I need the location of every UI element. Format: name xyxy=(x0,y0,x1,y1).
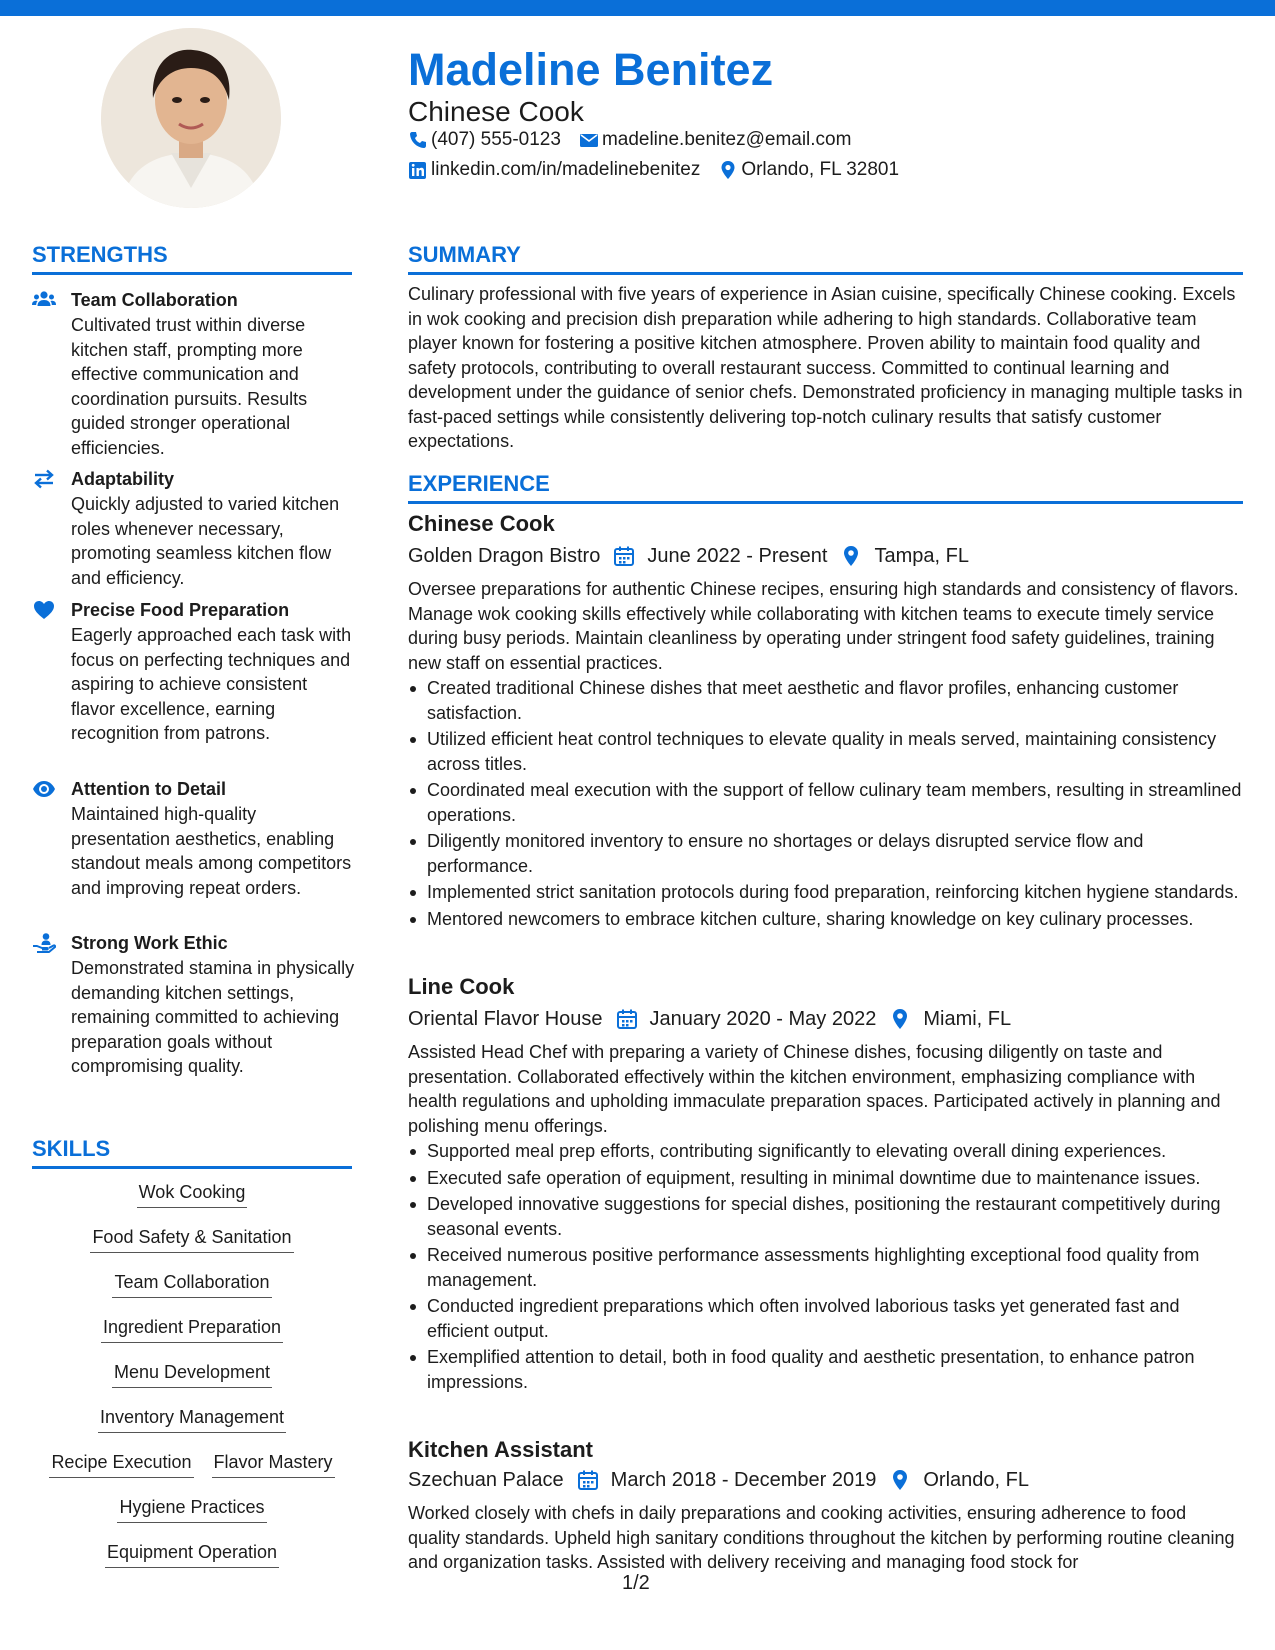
email-text[interactable]: madeline.benitez@email.com xyxy=(601,129,852,150)
strength-desc: Maintained high-quality presentation aesthetics, enabling standout meals among competitors and improving repeat orders. xyxy=(71,804,352,898)
skill-tag: Flavor Mastery xyxy=(212,1450,335,1478)
strength-desc: Demonstrated stamina in physically demanding kitchen settings, remaining committed to achieving preparation goals without compromising quality. xyxy=(71,958,355,1076)
strengths-divider xyxy=(32,272,352,275)
page-number: 1/2 xyxy=(622,1572,650,1594)
users-icon xyxy=(32,289,56,311)
linkedin-icon xyxy=(408,160,428,180)
skill-tag: Recipe Execution xyxy=(49,1450,193,1478)
job-dates: January 2020 - May 2022 xyxy=(649,1008,877,1030)
job-bullet: Diligently monitored inventory to ensure no shortages or delays disrupted service flow and performance. xyxy=(408,829,1243,878)
skills-divider xyxy=(32,1166,352,1169)
email-icon xyxy=(579,130,599,150)
skill-tag: Inventory Management xyxy=(98,1405,286,1433)
candidate-name: Madeline Benitez xyxy=(408,44,774,95)
job-location: Tampa, FL xyxy=(874,545,969,567)
job-description: Oversee preparations for authentic Chinese recipes, ensuring high standards and consistency of flavors. Manage wok cooking skills effectively while collaborating with kitchen teams to execute timely service during busy periods. Maintain cleanliness by operating under stringent food safety guidelines, training new staff on essential practices. xyxy=(408,579,1239,673)
skill-row xyxy=(32,1270,352,1315)
candidate-role: Chinese Cook xyxy=(408,96,584,127)
job-company: Oriental Flavor House xyxy=(408,1008,603,1030)
profile-photo xyxy=(101,28,281,208)
summary-text: Culinary professional with five years of experience in Asian cuisine, specifically Chinese cooking. Excels in wok cooking and precision dish preparation while adhering to high standards. Collaborative team player known for fostering a positive kitchen atmosphere. Proven ability to maintain food quality and safety protocols, contributing to overall restaurant success. Committed to continual learning and development under the guidance of senior chefs. Demonstrated proficiency in managing multiple tasks in fast-paced settings while consistently delivering top-notch culinary results that satisfy customer expectations. xyxy=(408,284,1243,451)
skill-tag: Hygiene Practices xyxy=(117,1495,266,1523)
job-meta xyxy=(408,1006,1011,1032)
job-title: Kitchen Assistant xyxy=(408,1437,594,1462)
skill-tag: Food Safety & Sanitation xyxy=(90,1225,293,1253)
job-location: Orlando, FL xyxy=(923,1469,1029,1491)
skills-heading: SKILLS xyxy=(32,1136,111,1161)
job-location: Miami, FL xyxy=(923,1008,1012,1030)
hand-user-icon xyxy=(32,932,56,954)
location-pin-icon xyxy=(889,1469,911,1491)
calendar-icon xyxy=(616,1008,638,1030)
job-bullets xyxy=(408,676,1243,933)
job-bullet: Received numerous positive performance assessments highlighting exceptional food quality from management. xyxy=(408,1243,1243,1292)
job-title: Line Cook xyxy=(408,974,515,999)
calendar-icon xyxy=(577,1469,599,1491)
job-dates: June 2022 - Present xyxy=(647,545,828,567)
job-bullet: Implemented strict sanitation protocols during food preparation, reinforcing kitchen hygiene standards. xyxy=(408,880,1243,905)
skill-row xyxy=(32,1360,352,1405)
summary-heading: SUMMARY xyxy=(408,242,521,267)
skill-row xyxy=(32,1495,352,1540)
strength-desc: Quickly adjusted to varied kitchen roles whenever necessary, promoting seamless kitchen flow and efficiency. xyxy=(71,494,340,588)
location-text: Orlando, FL 32801 xyxy=(741,159,900,180)
strength-desc: Eagerly approached each task with focus on perfecting techniques and aspiring to achieve consistent flavor excellence, earning recognition from patrons. xyxy=(71,625,352,743)
job-description: Assisted Head Chef with preparing a variety of Chinese dishes, focusing diligently on taste and presentation. Collaborated effectively within the kitchen environment, emphasizing compliance with health regulations and upholding immaculate preparation spaces. Participated actively in planning and polishing menu offerings. xyxy=(408,1042,1221,1136)
contact-row-1 xyxy=(408,127,851,153)
skill-tag: Equipment Operation xyxy=(105,1540,279,1568)
job-bullet: Utilized efficient heat control techniques to elevate quality in meals served, maintaining consistency across titles. xyxy=(408,727,1243,776)
experience-divider xyxy=(408,501,1243,504)
job-meta xyxy=(408,543,969,569)
top-accent-bar xyxy=(0,0,1275,16)
strength-title: Adaptability xyxy=(71,469,175,489)
job-bullet: Supported meal prep efforts, contributing significantly to elevating overall dining experiences. xyxy=(408,1139,1243,1164)
strengths-heading: STRENGTHS xyxy=(32,242,168,267)
location-pin-icon xyxy=(889,1008,911,1030)
contact-row-2 xyxy=(408,157,899,183)
strength-title: Team Collaboration xyxy=(71,290,238,310)
linkedin-text[interactable]: linkedin.com/in/madelinebenitez xyxy=(431,159,701,180)
skills-list xyxy=(32,1180,352,1585)
experience-heading: EXPERIENCE xyxy=(408,471,550,496)
job-title: Chinese Cook xyxy=(408,511,555,536)
strength-desc: Cultivated trust within diverse kitchen staff, prompting more effective communication and coordination pursuits. Results guided stronger operational efficiencies. xyxy=(71,315,308,458)
job-bullets xyxy=(408,1139,1243,1396)
phone-text[interactable]: (407) 555-0123 xyxy=(431,129,561,150)
job-bullet: Coordinated meal execution with the support of fellow culinary team members, resulting in streamlined operations. xyxy=(408,778,1243,827)
strength-title: Precise Food Preparation xyxy=(71,600,290,620)
job-description: Worked closely with chefs in daily preparations and cooking activities, ensuring adherence to food quality standards. Upheld high sanitary conditions throughout the kitchen by performing routine cleaning and organization tasks. Assisted with delivery receiving and managing food stock for xyxy=(408,1503,1235,1572)
skill-row xyxy=(32,1225,352,1270)
job-bullet: Created traditional Chinese dishes that meet aesthetic and flavor profiles, enhancing customer satisfaction. xyxy=(408,676,1243,725)
job-dates: March 2018 - December 2019 xyxy=(610,1469,877,1491)
job-bullet: Developed innovative suggestions for special dishes, positioning the restaurant competitively during seasonal events. xyxy=(408,1192,1243,1241)
calendar-icon xyxy=(613,545,635,567)
strength-title: Strong Work Ethic xyxy=(71,933,228,953)
skill-row xyxy=(32,1180,352,1225)
job-company: Golden Dragon Bistro xyxy=(408,545,601,567)
job-bullet: Executed safe operation of equipment, resulting in minimal downtime due to maintenance issues. xyxy=(408,1166,1243,1191)
job-company: Szechuan Palace xyxy=(408,1469,564,1491)
skill-row xyxy=(32,1315,352,1360)
skill-row xyxy=(32,1450,352,1495)
location-pin-icon xyxy=(840,545,862,567)
job-meta xyxy=(408,1467,1029,1493)
skill-row xyxy=(32,1405,352,1450)
skill-tag: Wok Cooking xyxy=(137,1180,248,1208)
job-bullet: Mentored newcomers to embrace kitchen culture, sharing knowledge on key culinary processes. xyxy=(408,907,1243,932)
eye-icon xyxy=(32,778,56,800)
phone-icon xyxy=(408,130,428,150)
heart-icon xyxy=(32,599,56,621)
skill-row xyxy=(32,1540,352,1585)
job-bullet: Exemplified attention to detail, both in food quality and aesthetic presentation, to enhance patron impressions. xyxy=(408,1345,1243,1394)
location-pin-icon xyxy=(718,160,738,180)
skill-tag: Ingredient Preparation xyxy=(101,1315,283,1343)
skill-tag: Menu Development xyxy=(112,1360,272,1388)
skill-tag: Team Collaboration xyxy=(112,1270,271,1298)
strength-title: Attention to Detail xyxy=(71,779,226,799)
swap-arrows-icon xyxy=(32,468,56,490)
job-bullet: Conducted ingredient preparations which often involved laborious tasks yet generated fast and efficient output. xyxy=(408,1294,1243,1343)
summary-divider xyxy=(408,272,1243,275)
